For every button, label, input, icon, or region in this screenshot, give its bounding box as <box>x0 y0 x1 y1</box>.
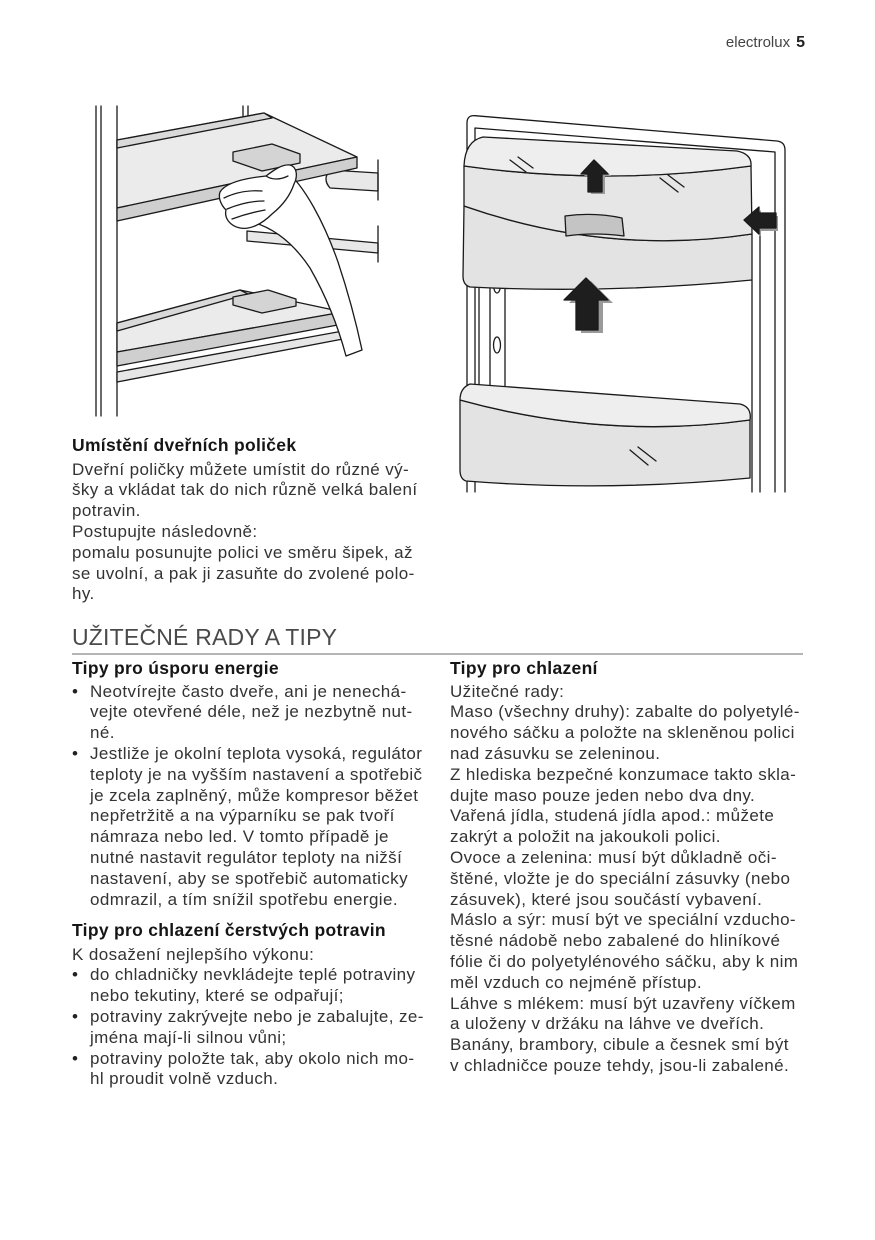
text-line: měl vzduch co nejméně přístup. <box>450 972 703 992</box>
text-line: zakrýt a položit na jakoukoli polici. <box>450 827 721 847</box>
bullet-item <box>72 1007 427 1049</box>
text-line: Užitečné rady: <box>450 681 565 701</box>
text-line: je zcela zaplněný, může kompresor běžet <box>90 785 419 805</box>
text-line: Z hlediska bezpečné konzumace takto skla- <box>450 764 797 784</box>
text-line: • potraviny zakrývejte nebo je zabalujte, ze- <box>90 1006 424 1026</box>
text-line: vejte otevřené déle, než je nezbytně nut- <box>90 702 413 722</box>
text-line: Vařená jídla, studená jídla apod.: můžete <box>450 806 775 826</box>
text-line: Banány, brambory, cibule a česnek smí být <box>450 1035 789 1055</box>
text-line: Máslo a sýr: musí být ve speciální vzducho- <box>450 910 796 930</box>
bin-handle <box>565 214 624 236</box>
section-title: UŽITEČNÉ RADY A TIPY <box>72 624 338 650</box>
text-line: se uvolní, a pak ji zasuňte do zvolené polo- <box>72 563 415 583</box>
page-header <box>690 34 805 52</box>
left-column <box>72 658 427 1090</box>
text-line: v chladničce pouze tehdy, jsou-li zabalené. <box>450 1055 790 1075</box>
energy-tips-heading: Tipy pro úsporu energie <box>72 658 279 678</box>
text-line: nastavení, aby se spotřebič automaticky <box>90 868 408 888</box>
text-line: fólie či do polyetylénového sáčku, aby k nim <box>450 951 799 971</box>
fresh-food-tips-list <box>72 965 427 1090</box>
text-line: teploty je na vyšším nastavení a spotřebič <box>90 764 423 784</box>
text-line: dujte maso pouze jeden nebo dva dny. <box>450 785 756 805</box>
text-line: a uloženy v držáku na láhve ve dveřích. <box>450 1014 765 1034</box>
text-line: Postupujte následovně: <box>72 521 258 541</box>
text-line: Láhve s mlékem: musí být uzavřeny víčkem <box>450 993 796 1013</box>
text-line: námraza nebo led. V tomto případě je <box>90 827 389 847</box>
text-line: Dveřní poličky můžete umístit do různé vý- <box>72 459 410 479</box>
text-line: šky a vkládat tak do nich různě velká balení <box>72 480 418 500</box>
text-line: • Jestliže je okolní teplota vysoká, regulátor <box>90 743 423 763</box>
text-line: nad zásuvku se zeleninou. <box>450 743 661 763</box>
text-line: • do chladničky nevkládejte teplé potraviny <box>90 965 416 985</box>
bullet-item <box>72 744 427 910</box>
text-line: né. <box>90 723 115 743</box>
text-line: těsné nádobě nebo zabalené do hliníkové <box>450 931 781 951</box>
cooling-tips-text <box>450 682 810 1077</box>
text-line: nutné nastavit regulátor teploty na nižší <box>90 847 403 867</box>
text-line: zásuvek), které jsou součástí vybavení. <box>450 889 763 909</box>
text-line: jména mají-li silnou vůni; <box>90 1027 287 1047</box>
text-line: Maso (všechny druhy): zabalte do polyetylé- <box>450 702 800 722</box>
door-shelves-section <box>72 435 432 605</box>
text-line: • potraviny položte tak, aby okolo nich mo- <box>90 1048 415 1068</box>
shelf-removal-illustration <box>85 100 390 420</box>
text-line: pomalu posunujte polici ve směru šipek, až <box>72 542 413 562</box>
bottom-door-bin <box>460 384 750 486</box>
section-divider <box>72 653 803 655</box>
text-line: • Neotvírejte často dveře, ani je nenechá- <box>90 681 407 701</box>
fresh-food-intro: K dosažení nejlepšího výkonu: <box>72 944 315 964</box>
door-bins-illustration <box>455 105 790 497</box>
text-line: hy. <box>72 584 95 604</box>
text-line: odmrazil, a tím snížil spotřebu energie. <box>90 889 398 909</box>
text-line: nepřetržitě a na výparníku se pak tvoří <box>90 806 395 826</box>
right-column <box>450 658 810 1077</box>
door-shelves-heading: Umístění dveřních poliček <box>72 435 297 455</box>
page-number: 5 <box>796 34 805 51</box>
fresh-food-tips-heading: Tipy pro chlazení čerstvých potravin <box>72 919 386 940</box>
text-line: nebo tekutiny, které se odpařují; <box>90 986 344 1006</box>
bullet-item <box>72 682 427 744</box>
bullet-item <box>72 1049 427 1091</box>
text-line: nového sáčku a položte na skleněnou polici <box>450 723 795 743</box>
energy-tips-list <box>72 682 427 911</box>
door-shelves-text <box>72 460 432 606</box>
bullet-item <box>72 965 427 1007</box>
text-line: hl proudit volně vzduch. <box>90 1069 279 1089</box>
text-line: štěné, vložte je do speciální zásuvky (nebo <box>450 868 791 888</box>
cooling-tips-heading: Tipy pro chlazení <box>450 658 598 678</box>
lower-shelf <box>117 290 343 382</box>
brand-name: electrolux <box>725 34 791 51</box>
top-door-bin <box>463 137 752 289</box>
text-line: Ovoce a zelenina: musí být důkladně oči- <box>450 847 777 867</box>
text-line: potravin. <box>72 501 141 521</box>
